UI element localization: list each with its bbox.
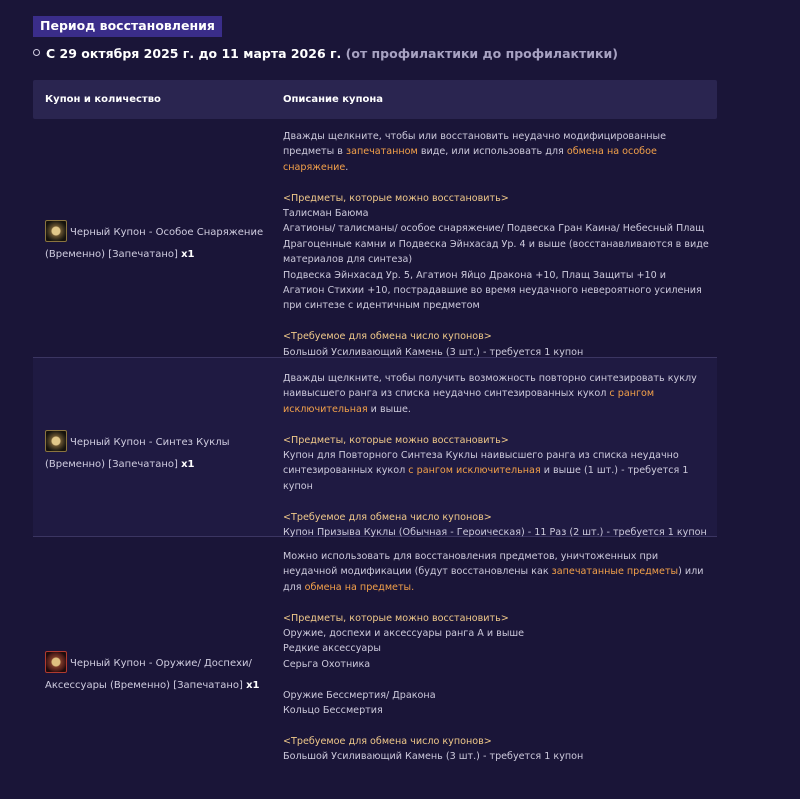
coupon-table <box>33 80 717 799</box>
coupon-name: Черный Купон - Синтез Куклы (Временно) [Запечатано] <box>45 437 230 470</box>
required-header: <Требуемое для обмена число купонов> <box>283 511 492 523</box>
description-text: Дважды щелкните, чтобы получить возможность повторно синтезировать куклу наивысшего ранга из списка неудачно синтезированных кукол с рангом исключительная и выше. <box>283 373 697 415</box>
description-text: Дважды щелкните, чтобы или восстановить неудачно модифицированные предметы в запечатанном виде, или использовать для обмена на особое снаряжение. <box>283 131 666 173</box>
list-item: Оружие, доспехи и аксессуары ранга А и выше <box>283 628 525 640</box>
description-cell <box>273 129 717 357</box>
required-text: Купон Призыва Куклы (Обычная - Героическая) - 11 Раз (2 шт.) - требуется 1 купон <box>283 527 707 539</box>
list-item: Оружие Бессмертия/ Дракона <box>283 689 436 701</box>
description-text: Можно использовать для восстановления предметов, уничтоженных при неудачной модификации (будут восстановлены как запечатанные предметы) или для обмена на предметы. <box>283 551 704 593</box>
coupon-qty: x1 <box>181 459 195 470</box>
table-row <box>33 537 717 799</box>
required-header: <Требуемое для обмена число купонов> <box>283 735 492 747</box>
coupon-icon <box>45 430 67 452</box>
restore-header: <Предметы, которые можно восстановить> <box>283 192 509 204</box>
period-note: (от профилактики до профилактики) <box>345 46 618 61</box>
list-item: Талисман Баюма <box>283 208 369 220</box>
bullet-icon <box>33 49 40 56</box>
required-text: Большой Усиливающий Камень (3 шт.) - требуется 1 купон <box>283 751 584 763</box>
table-header <box>33 80 717 119</box>
list-item: Подвеска Эйнхасад Ур. 5, Агатион Яйцо Дракона +10, Плащ Защиты +10 и Агатион Стихии +10, пострадавшие во время неудачного невероятного усиления при синтезе с идентичным предметом <box>283 269 702 312</box>
coupon-icon <box>45 651 67 673</box>
coupon-qty: x1 <box>246 679 260 691</box>
header-description: Описание купона <box>283 94 384 105</box>
period-line <box>33 46 618 61</box>
section-title: Период восстановления <box>33 16 222 37</box>
description-cell <box>273 549 717 799</box>
restore-header: <Предметы, которые можно восстановить> <box>283 434 509 446</box>
restore-header: <Предметы, которые можно восстановить> <box>283 612 509 624</box>
required-header: <Требуемое для обмена число купонов> <box>283 331 492 343</box>
coupon-cell <box>33 549 273 799</box>
list-item: Серьга Охотника <box>283 658 371 670</box>
period-dates: С 29 октября 2025 г. до 11 марта 2026 г. <box>46 46 342 61</box>
coupon-cell <box>33 129 273 357</box>
list-item: Кольцо Бессмертия <box>283 705 383 717</box>
table-row <box>33 358 717 537</box>
description-cell <box>273 371 717 539</box>
coupon-name: Черный Купон - Особое Снаряжение (Временно) [Запечатано] <box>45 226 264 260</box>
coupon-qty: x1 <box>181 248 195 260</box>
table-row <box>33 119 717 358</box>
required-text: Большой Усиливающий Камень (3 шт.) - требуется 1 купон <box>283 346 584 358</box>
coupon-name: Черный Купон - Оружие/ Доспехи/ Аксессуары (Временно) [Запечатано] <box>45 657 252 691</box>
list-item: Купон для Повторного Синтеза Куклы наивысшего ранга из списка неудачно синтезированных кукол с рангом исключительная и выше (1 шт.) - требуется 1 купон <box>283 450 689 492</box>
coupon-icon <box>45 220 67 242</box>
list-item: Агатионы/ талисманы/ особое снаряжение/ Подвеска Гран Каина/ Небесный Плащ Драгоценные камни и Подвеска Эйнхасад Ур. 4 и выше (восстанавливаются в виде материалов для синтеза) <box>283 223 709 266</box>
header-coupon: Купон и количество <box>45 94 161 105</box>
coupon-cell <box>33 371 273 536</box>
list-item: Редкие аксессуары <box>283 643 381 655</box>
